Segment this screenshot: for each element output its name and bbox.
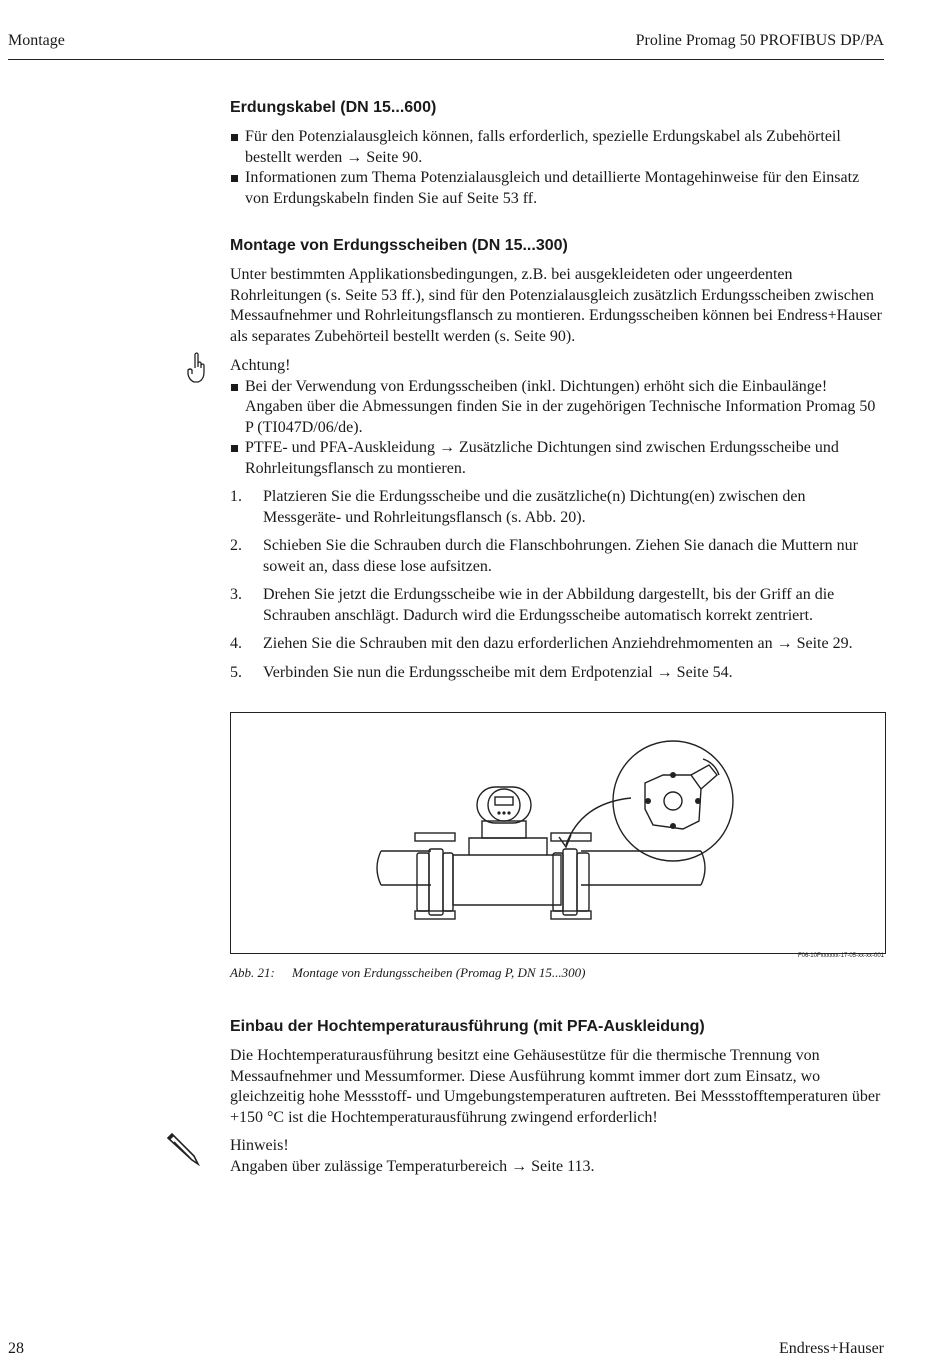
header-section: Montage bbox=[8, 32, 65, 49]
section-title: Montage von Erdungsscheiben (DN 15...300) bbox=[230, 237, 568, 254]
section-hochtemperatur bbox=[230, 1017, 886, 1177]
intro-paragraph: Unter bestimmten Applikationsbedingungen, z.B. bei ausgekleideten oder ungeerdenten Rohrleitungen (s. Seite 53 ff.), sind für den Potenzialausgleich zusätzlich Erdungsscheiben zwischen Messaufnehmer und Rohrleitungsflansch zu montieren. Erdungsscheiben können bei Endress+Hauser als separates Zubehörteil bestellt werden (s. Seite 90). bbox=[230, 266, 882, 345]
page-number: 28 bbox=[8, 1340, 24, 1357]
note-text: Angaben über zulässige Temperaturbereich → Seite 113. bbox=[230, 1157, 595, 1175]
list-item: Informationen zum Thema Potenzialausgleich und detaillierte Montagehinweise für den Einsatz von Erdungskabeln finden Sie auf Seite 53 ff. bbox=[230, 168, 886, 209]
section-title: Erdungskabel (DN 15...600) bbox=[230, 99, 437, 116]
figure-code: F06-10Fxxxxxx-17-05-xx-xx-001 bbox=[797, 953, 884, 959]
hochtemp-paragraph: Die Hochtemperaturausführung besitzt eine Gehäusestütze für die thermische Trennung von Messaufnehmer und Messumformer. Diese Ausführung kommt immer dort zum Einsatz, wo gleichzeitig hohe Messstoff- und Umgebungstemperaturen auftreten. Bei Messstofftemperaturen über +150 °C ist die Hochtemperaturausführung zwingend erforderlich! bbox=[230, 1047, 881, 1126]
section-erdungskabel bbox=[230, 98, 886, 209]
caution-hand-icon bbox=[186, 352, 208, 389]
footer-company: Endress+Hauser bbox=[779, 1340, 884, 1357]
step-item: 4. Ziehen Sie die Schrauben mit den dazu erforderlichen Anziehdrehmomenten an → Seite 29. bbox=[230, 635, 853, 652]
figure-caption: Abb. 21: Montage von Erdungsscheiben (Promag P, DN 15...300) bbox=[230, 965, 586, 980]
bullet-list bbox=[230, 127, 886, 209]
list-item: Für den Potenzialausgleich können, falls erforderlich, spezielle Erdungskabel als Zubehörteil bestellt werden → Seite 90. bbox=[230, 127, 886, 168]
list-item: PTFE- und PFA-Auskleidung → Zusätzliche Dichtungen sind zwischen Erdungsscheibe und Rohrleitungsflansch zu montieren. bbox=[230, 438, 886, 479]
pencil-icon bbox=[164, 1132, 200, 1171]
steps-list bbox=[230, 487, 886, 683]
header-rule bbox=[8, 59, 884, 60]
list-item: Bei der Verwendung von Erdungsscheiben (inkl. Dichtungen) erhöht sich die Einbaulänge! Angaben über die Abmessungen finden Sie in der zugehörigen Technische Information Promag 50 P (TI047D/06/de). bbox=[230, 377, 886, 439]
step-item: 3. Drehen Sie jetzt die Erdungsscheibe wie in der Abbildung dargestellt, bis der Griff an die Schrauben anschlägt. Dadurch wird die Erdungsscheibe automatisch korrekt zentriert. bbox=[230, 586, 835, 624]
step-item: 2. Schieben Sie die Schrauben durch die Flanschbohrungen. Ziehen Sie danach die Muttern nur soweit an, dass diese lose aufsitzen. bbox=[230, 537, 858, 575]
header-product: Proline Promag 50 PROFIBUS DP/PA bbox=[635, 32, 884, 49]
figure-frame bbox=[230, 712, 886, 954]
step-item: 1. Platzieren Sie die Erdungsscheibe und die zusätzliche(n) Dichtung(en) zwischen den Messgeräte- und Rohrleitungsflansch (s. Abb. 20). bbox=[230, 488, 806, 526]
section-erdungsscheiben bbox=[230, 236, 886, 691]
caution-label: Achtung! bbox=[230, 357, 291, 374]
note-label: Hinweis! bbox=[230, 1137, 289, 1154]
section-title: Einbau der Hochtemperaturausführung (mit PFA-Auskleidung) bbox=[230, 1018, 705, 1035]
step-item: 5. Verbinden Sie nun die Erdungsscheibe mit dem Erdpotenzial → Seite 54. bbox=[230, 663, 733, 681]
caution-list bbox=[230, 377, 886, 480]
grounding-disc-illustration bbox=[231, 713, 885, 953]
